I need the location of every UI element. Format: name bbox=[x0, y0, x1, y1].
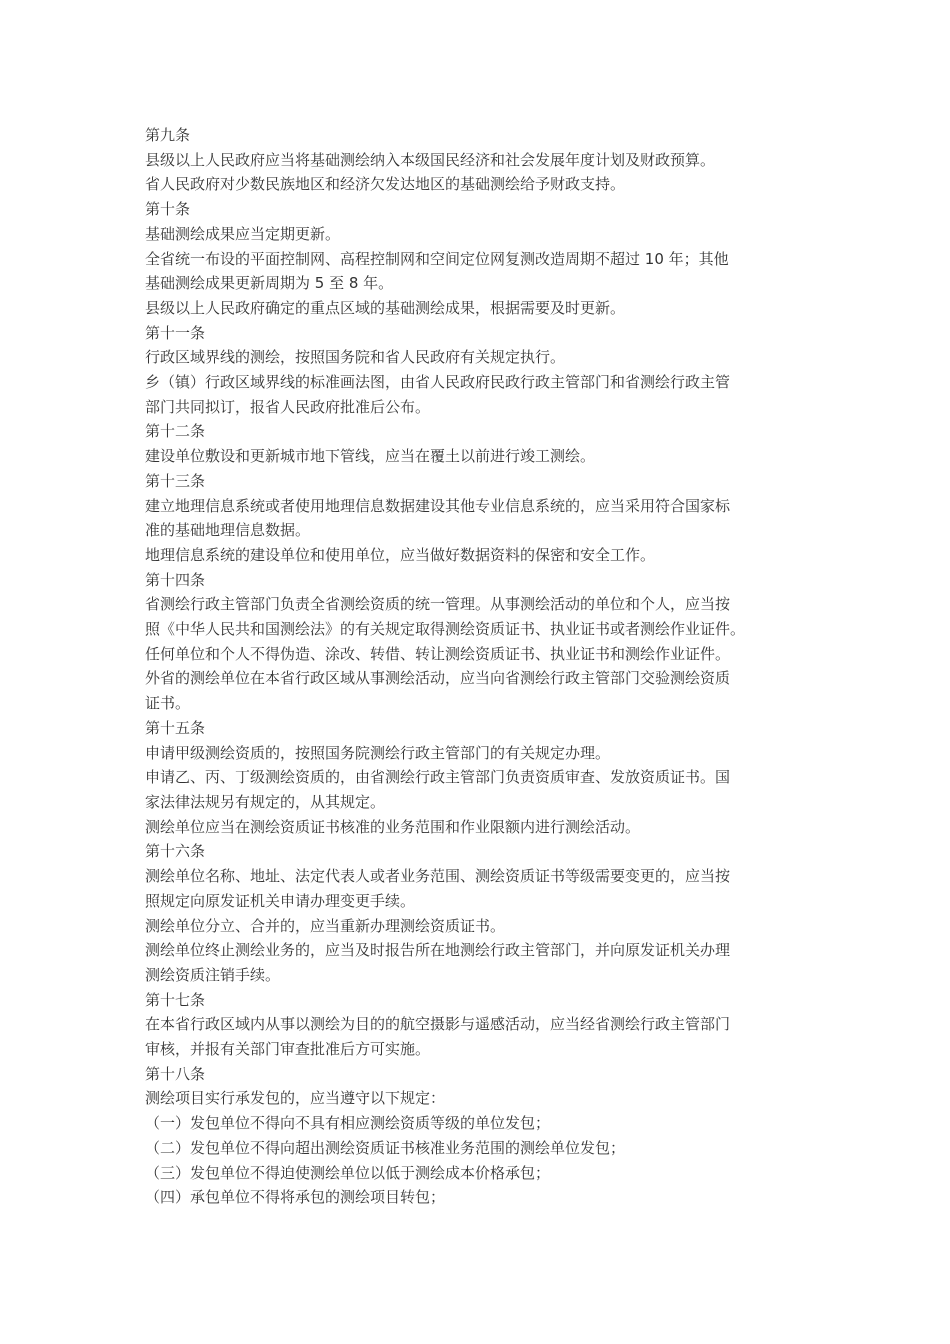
paragraph-line: 行政区域界线的测绘，按照国务院和省人民政府有关规定执行。 bbox=[145, 348, 566, 367]
paragraph-line: 省测绘行政主管部门负责全省测绘资质的统一管理。从事测绘活动的单位和个人，应当按 bbox=[145, 595, 731, 614]
paragraph-line: 基础测绘成果应当定期更新。 bbox=[145, 224, 341, 243]
paragraph-line: 县级以上人民政府应当将基础测绘纳入本级国民经济和社会发展年度计划及财政预算。 bbox=[145, 150, 716, 169]
article-heading: 第十七条 bbox=[145, 990, 206, 1009]
paragraph-line: 任何单位和个人不得伪造、涂改、转借、转让测绘资质证书、执业证书和测绘作业证件。 bbox=[145, 644, 731, 663]
paragraph-line: 申请乙、丙、丁级测绘资质的，由省测绘行政主管部门负责资质审查、发放资质证书。国 bbox=[145, 768, 731, 787]
article-heading: 第十一条 bbox=[145, 323, 206, 342]
article-heading: 第十四条 bbox=[145, 570, 206, 589]
paragraph-line: 测绘项目实行承发包的，应当遵守以下规定： bbox=[145, 1089, 446, 1108]
paragraph-line: 照规定向原发证机关申请办理变更手续。 bbox=[145, 891, 416, 910]
paragraph-line: 建立地理信息系统或者使用地理信息数据建设其他专业信息系统的，应当采用符合国家标 bbox=[145, 496, 731, 515]
paragraph-line: 证书。 bbox=[145, 694, 191, 713]
paragraph-line: 县级以上人民政府确定的重点区域的基础测绘成果，根据需要及时更新。 bbox=[145, 298, 626, 317]
paragraph-line: 测绘单位终止测绘业务的，应当及时报告所在地测绘行政主管部门，并向原发证机关办理 bbox=[145, 941, 731, 960]
document-body bbox=[145, 123, 810, 1210]
paragraph-line: 部门共同拟订，报省人民政府批准后公布。 bbox=[145, 397, 431, 416]
paragraph-line: 在本省行政区域内从事以测绘为目的的航空摄影与遥感活动，应当经省测绘行政主管部门 bbox=[145, 1015, 731, 1034]
paragraph-line: 审核，并报有关部门审查批准后方可实施。 bbox=[145, 1040, 431, 1059]
paragraph-line: 省人民政府对少数民族地区和经济欠发达地区的基础测绘给予财政支持。 bbox=[145, 175, 626, 194]
article-heading: 第十条 bbox=[145, 200, 191, 219]
article-heading: 第十八条 bbox=[145, 1064, 206, 1083]
paragraph-line: 测绘单位名称、地址、法定代表人或者业务范围、测绘资质证书等级需要变更的，应当按 bbox=[145, 867, 731, 886]
paragraph-line: 测绘单位分立、合并的，应当重新办理测绘资质证书。 bbox=[145, 916, 506, 935]
paragraph-line: 基础测绘成果更新周期为 5 至 8 年。 bbox=[145, 274, 394, 293]
list-item: （四）承包单位不得将承包的测绘项目转包； bbox=[145, 1188, 446, 1207]
paragraph-line: 照《中华人民共和国测绘法》的有关规定取得测绘资质证书、执业证书或者测绘作业证件。 bbox=[145, 620, 746, 639]
paragraph-line: 建设单位敷设和更新城市地下管线，应当在覆土以前进行竣工测绘。 bbox=[145, 447, 596, 466]
list-item: （二）发包单位不得向超出测绘资质证书核准业务范围的测绘单位发包； bbox=[145, 1138, 626, 1157]
paragraph-line: 测绘单位应当在测绘资质证书核准的业务范围和作业限额内进行测绘活动。 bbox=[145, 817, 641, 836]
paragraph-line: 准的基础地理信息数据。 bbox=[145, 521, 311, 540]
paragraph-line: 全省统一布设的平面控制网、高程控制网和空间定位网复测改造周期不超过 10 年；其他 bbox=[145, 249, 729, 268]
list-item: （三）发包单位不得迫使测绘单位以低于测绘成本价格承包； bbox=[145, 1163, 551, 1182]
article-heading: 第九条 bbox=[145, 126, 191, 144]
article-heading: 第十二条 bbox=[145, 422, 206, 441]
list-item: （一）发包单位不得向不具有相应测绘资质等级的单位发包； bbox=[145, 1114, 551, 1133]
article-heading: 第十三条 bbox=[145, 471, 206, 490]
paragraph-line: 测绘资质注销手续。 bbox=[145, 965, 281, 984]
paragraph-line: 地理信息系统的建设单位和使用单位，应当做好数据资料的保密和安全工作。 bbox=[145, 545, 656, 564]
article-heading: 第十六条 bbox=[145, 842, 206, 861]
article-heading: 第十五条 bbox=[145, 718, 206, 737]
paragraph-line: 申请甲级测绘资质的，按照国务院测绘行政主管部门的有关规定办理。 bbox=[145, 743, 611, 762]
paragraph-line: 外省的测绘单位在本省行政区域从事测绘活动，应当向省测绘行政主管部门交验测绘资质 bbox=[145, 669, 731, 688]
paragraph-line: 家法律法规另有规定的，从其规定。 bbox=[145, 792, 386, 811]
paragraph-line: 乡（镇）行政区域界线的标准画法图，由省人民政府民政行政主管部门和省测绘行政主管 bbox=[145, 373, 731, 392]
